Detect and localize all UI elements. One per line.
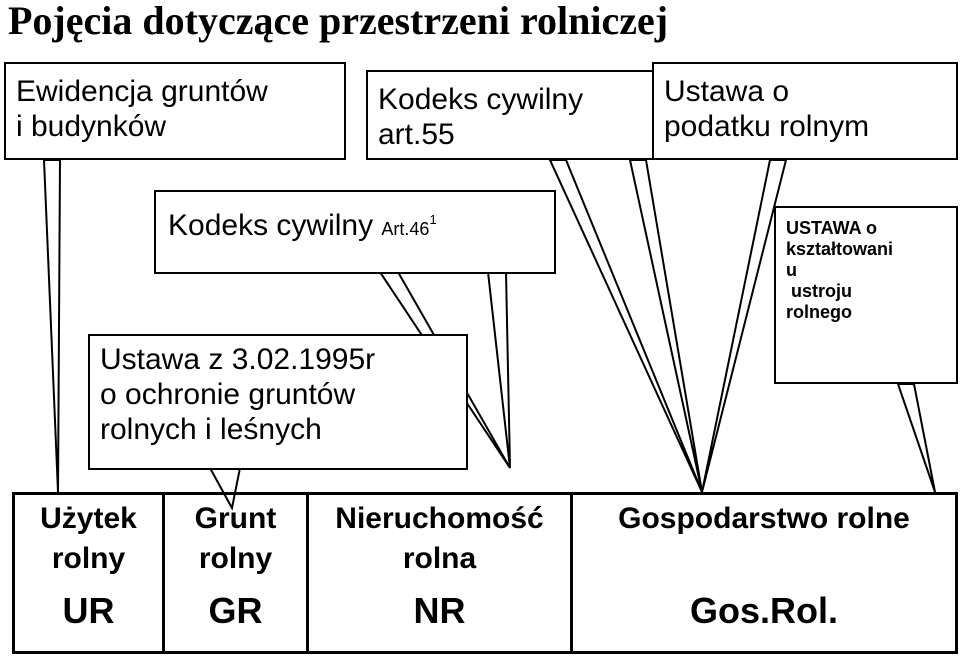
cell-gospodarstwo-line1: Gospodarstwo rolne <box>618 502 910 535</box>
cell-uzytek-line1: Użytek <box>40 502 137 535</box>
callout-ewidencja-line2: i budynków <box>16 110 167 143</box>
callout-ochrona-line3: rolnych i leśnych <box>100 413 322 446</box>
callout-kodeks46-main: Kodeks cywilny <box>168 209 382 242</box>
table-cell-nieruchomosc-rolna <box>309 502 570 631</box>
cell-uzytek-line2: rolny <box>51 542 126 575</box>
pointer-ewidencja <box>44 160 60 492</box>
cell-grunt-abbr: GR <box>208 590 263 631</box>
callout-ksztaltowanie-line5: rolnego <box>786 302 852 322</box>
table-cell-gospodarstwo-rolne <box>573 502 955 631</box>
callout-ewidencja-line1: Ewidencja gruntów <box>16 75 268 108</box>
pointer-kodeks55 <box>550 160 702 492</box>
callout-ksztaltowanie-line1: USTAWA o <box>786 218 877 238</box>
callout-ustawa-ochrona <box>88 334 468 470</box>
cell-nieruchomosc-line1: Nieruchomość <box>335 502 544 535</box>
callout-kodeks55-line1: Kodeks cywilny <box>378 83 584 116</box>
callout-kodeks46-art: Art.46 <box>381 219 430 239</box>
cell-gospodarstwo-abbr: Gos.Rol. <box>689 590 838 631</box>
pointer-podatek-left <box>630 160 702 492</box>
callout-ksztaltowanie-line2: kształtowani <box>786 239 894 259</box>
callout-podatek-line1: Ustawa o <box>664 75 790 108</box>
callout-ewidencja <box>4 62 346 160</box>
pointer-ksztaltowanie <box>898 384 935 492</box>
cell-uzytek-abbr: UR <box>62 590 115 631</box>
table-cell-uzytek-rolny <box>15 502 162 631</box>
callout-podatek-rolny <box>652 62 958 160</box>
callout-ochrona-line2: o ochronie gruntów <box>100 378 356 411</box>
callout-ksztaltowanie-ustroju <box>774 206 958 384</box>
cell-nieruchomosc-line2: rolna <box>402 542 477 575</box>
callout-kodeks-art55 <box>366 70 656 160</box>
callout-podatek-line2: podatku rolnym <box>664 110 870 143</box>
cell-grunt-line2: rolny <box>198 542 273 575</box>
table-cell-grunt-rolny <box>165 502 306 631</box>
callout-kodeks-art46 <box>154 190 556 274</box>
cell-grunt-line1: Grunt <box>194 502 277 535</box>
callout-ksztaltowanie-line3: u <box>786 260 797 280</box>
callout-ksztaltowanie-line4: ustroju <box>786 281 852 301</box>
callout-ochrona-line1: Ustawa z 3.02.1995r <box>100 343 376 376</box>
callout-kodeks46-sup: 1 <box>429 212 437 227</box>
page-title: Pojęcia dotyczące przestrzeni rolniczej <box>8 0 669 43</box>
callout-kodeks55-line2: art.55 <box>378 118 455 151</box>
cell-nieruchomosc-abbr: NR <box>413 590 466 631</box>
